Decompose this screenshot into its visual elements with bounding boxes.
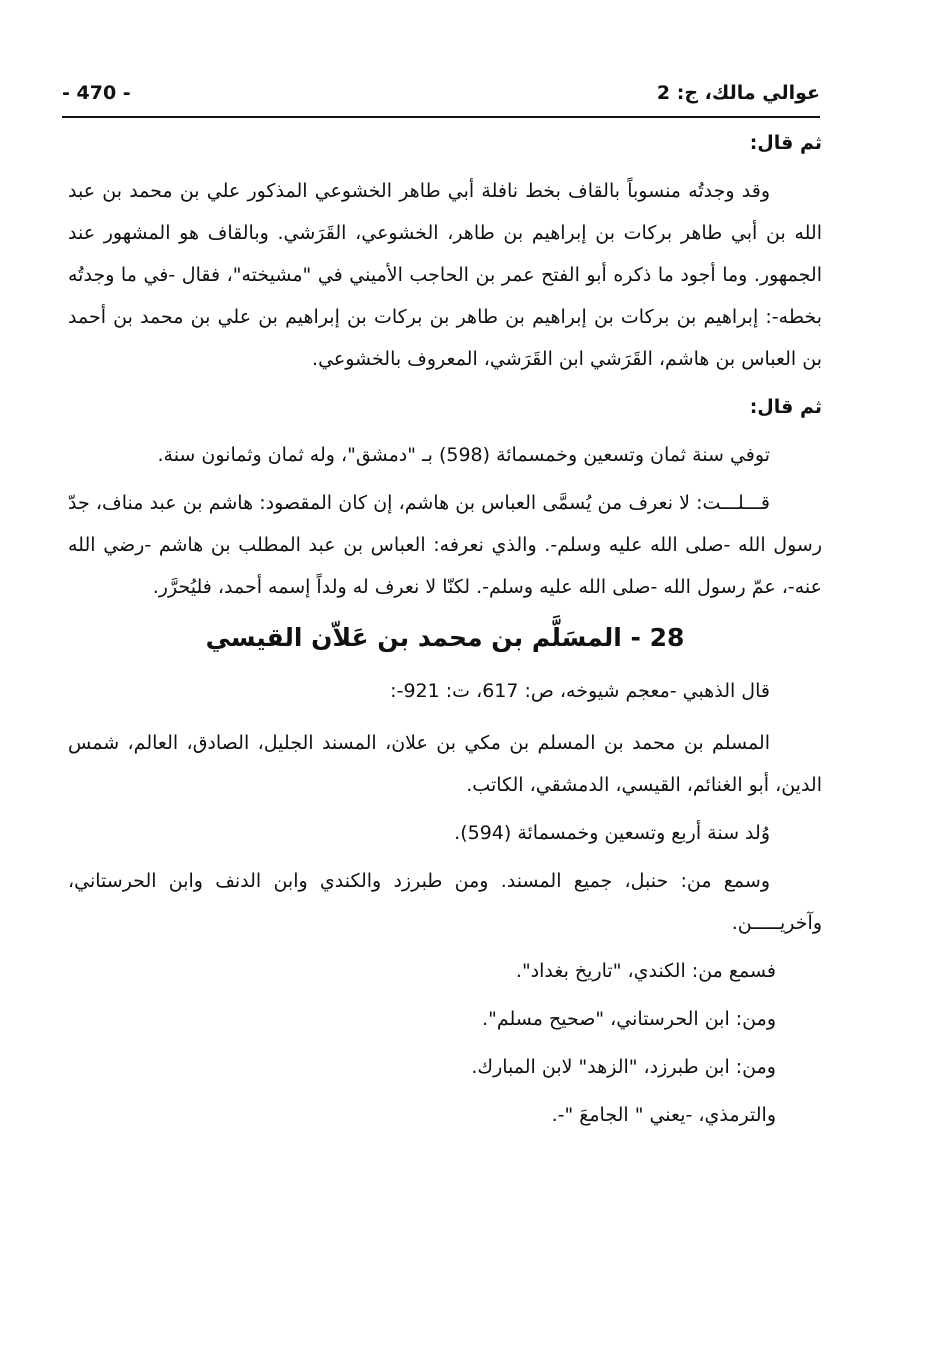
paragraph-author-comment: قـــلـــت: لا نعرف من يُسمَّى العباس بن هاشم، إن كان المقصود: هاشم بن عبد مناف، جدّ رسول الله -صلى الله عليه وسلم-. والذي نعرفه: العباس بن عبد المطلب بن هاشم -رضي الله عنه-، عمّ رسول الله -صلى الله عليه وسلم-. لكنّا لا نعرف له ولداً إسمه أحمد، فليُحرَّر. [68, 492, 822, 598]
paragraph-tirmidhi: والترمذي، -يعني " الجامعَ "-. [551, 1104, 776, 1126]
page-number: - 470 - [62, 82, 131, 104]
paragraph-birth: وُلد سنة أربع وتسعين وخمسمائة (594). [454, 822, 770, 844]
paragraph-then-said-2: ثم قال: [749, 396, 822, 418]
paragraph-heard-tabarzad: ومن: ابن طبرزد، "الزهد" لابن المبارك. [471, 1056, 776, 1078]
paragraph-khushui-lineage: وقد وجدتُه منسوباً بالقاف بخط نافلة أبي طاهر الخشوعي المذكور علي بن محمد بن عبد الله بن أبي طاهر بركات بن إبراهيم بن طاهر، الخشوعي، القَرَشي. وبالقاف هو المشهور عند الجمهور. وما أجود ما ذكره أبو الفتح عمر بن الحاجب الأميني في "مشيخته"، فقال -في ما وجدتُه بخطه-: إبراهيم بن بركات بن إبراهيم بن طاهر بن بركات بن إبراهيم بن علي بن محمد بن أحمد بن العباس بن هاشم، القَرَشي ابن القَرَشي، المعروف بالخشوعي. [68, 180, 822, 370]
paragraph-then-said-1: ثم قال: [749, 132, 822, 154]
paragraph-teachers: وسمع من: حنبل، جميع المسند. ومن طبرزد والكندي وابن الدنف وابن الحرستاني، وآخريـــــن. [68, 870, 822, 934]
paragraph-dhahabi-source: قال الذهبي -معجم شيوخه، ص: 617، ت: 921-: [390, 680, 770, 702]
page-body [68, 122, 822, 1136]
paragraph-death-date: توفي سنة ثمان وتسعين وخمسمائة (598) بـ "دمشق"، وله ثمان وثمانون سنة. [157, 444, 770, 466]
paragraph-heard-kindi: فسمع من: الكندي، "تاريخ بغداد". [515, 960, 776, 982]
entry-heading: 28 - المسَلَّم بن محمد بن عَلاّن القيسي [205, 623, 685, 652]
page-header [62, 82, 820, 118]
running-title: عوالي مالك، ج: 2 [656, 82, 820, 104]
paragraph-heard-harastani: ومن: ابن الحرستاني، "صحيح مسلم". [482, 1008, 776, 1030]
paragraph-biography: المسلم بن محمد بن المسلم بن مكي بن علان، المسند الجليل، الصادق، العالم، شمس الدين، أبو الغنائم، القيسي، الدمشقي، الكاتب. [68, 732, 822, 796]
